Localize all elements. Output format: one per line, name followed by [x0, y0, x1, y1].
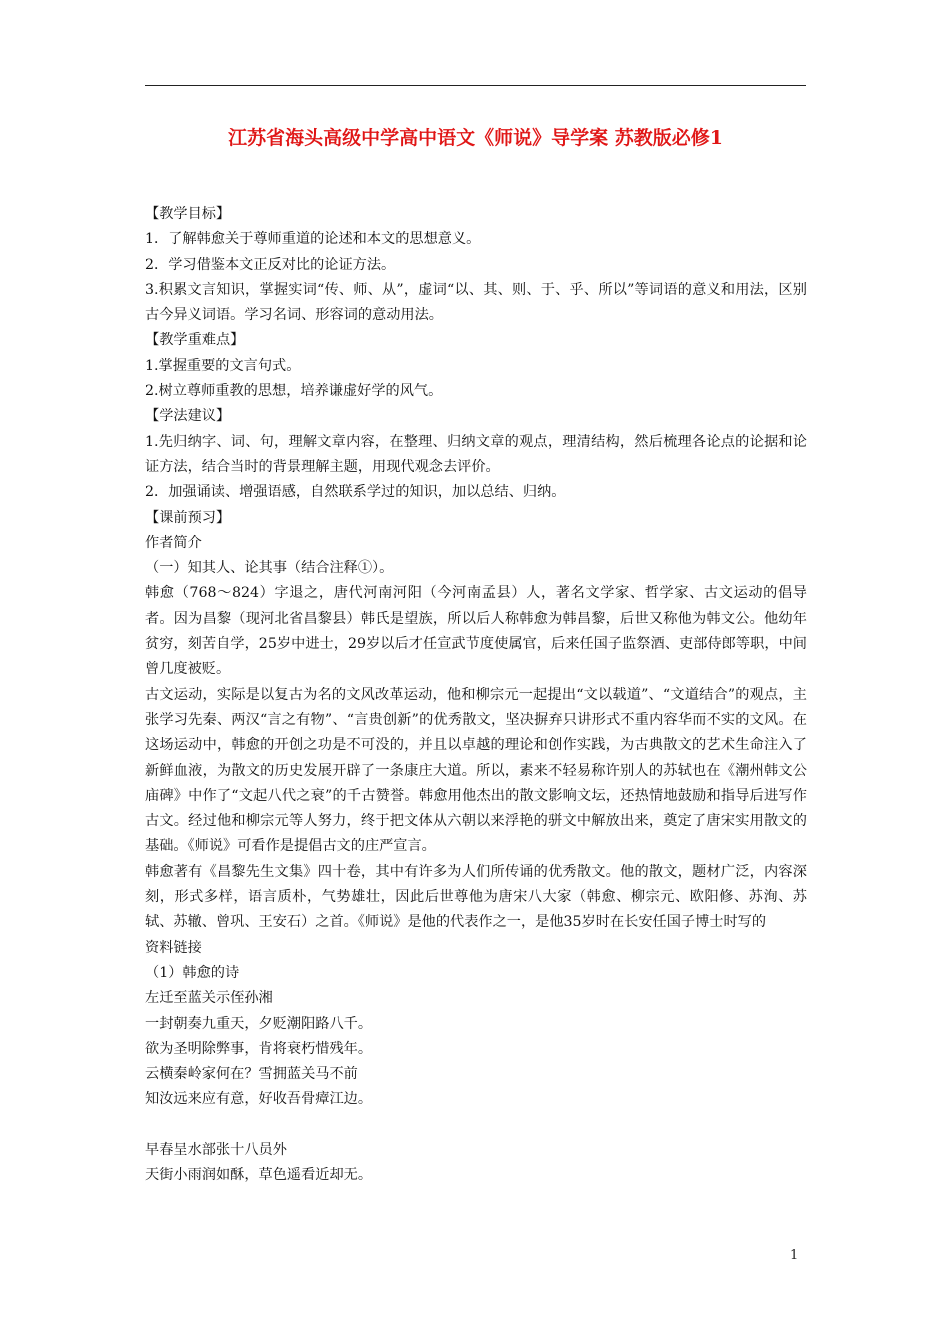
- body-line: 2.树立尊师重教的思想，培养谦虚好学的风气。: [145, 383, 443, 400]
- document-body: [145, 202, 807, 1189]
- section-heading: 【课前预习】: [145, 509, 231, 526]
- body-line: 1.先归纳字、词、句，理解文章内容，在整理、归纳文章的观点，理清结构，然后梳理各论点的论据和论证方法，结合当时的背景理解主题，用现代观念去评价。: [145, 433, 807, 475]
- document-title: 江苏省海头高级中学高中语文《师说》导学案 苏教版必修1: [228, 127, 723, 149]
- poem-line: 欲为圣明除弊事，肯将衰朽惜残年。: [145, 1040, 373, 1057]
- body-line: 1.掌握重要的文言句式。: [145, 357, 301, 374]
- subheading: 作者简介: [145, 534, 202, 551]
- paragraph: 韩愈著有《昌黎先生文集》四十卷，其中有许多为人们所传诵的优秀散文。他的散文，题材广泛，内容深刻，形式多样，语言质朴，气势雄壮，因此后世尊他为唐宋八大家（韩愈、柳宗元、欧阳修、苏洵、苏轼、苏辙、曾巩、王安石）之首。《师说》是他的代表作之一，是他35岁时在长安任国子博士时写的: [145, 863, 807, 931]
- paragraph: 韩愈（768～824）字退之，唐代河南河阳（今河南孟县）人，著名文学家、哲学家、古文运动的倡导者。因为昌黎（现河北省昌黎县）韩氏是望族，所以后人称韩愈为韩昌黎，后世又称他为韩文公。他幼年贫穷，刻苦自学，25岁中进士，29岁以后才任宣武节度使属官，后来任国子监祭酒、吏部侍郎等职，中间曾几度被贬。: [145, 585, 807, 678]
- poem-line: 知汝远来应有意，好收吾骨瘴江边。: [145, 1091, 373, 1108]
- section-heading: 【学法建议】: [145, 408, 231, 425]
- poem-title: 早春呈水部张十八员外: [145, 1141, 287, 1158]
- body-line: 3.积累文言知识，掌握实词“传、师、从”，虚词“以、其、则、于、乎、所以”等词语的意义和用法，区别古今异义词语。学习名词、形容词的意动用法。: [145, 281, 807, 324]
- header-rule: [145, 85, 806, 86]
- paragraph: 古文运动，实际是以复古为名的文风改革运动，他和柳宗元一起提出“文以载道”、“文道结合”的观点，主张学习先秦、两汉“言之有物”、“言贵创新”的优秀散文，坚决摒弃只讲形式不重内容华而不实的文风。在这场运动中，韩愈的开创之功是不可没的，并且以卓越的理论和创作实践，为古典散文的艺术生命注入了新鲜血液，为散文的历史发展开辟了一条康庄大道。所以，素来不轻易称许别人的苏轼也在《潮州韩文公庙碑》中作了“文起八代之衰”的千古赞誉。韩愈用他杰出的散文影响文坛，还热情地鼓励和指导后进写作古文。经过他和柳宗元等人努力，终于把文体从六朝以来浮艳的骈文中解放出来，奠定了唐宋实用散文的基础。《师说》可看作是提倡古文的庄严宣言。: [145, 686, 807, 855]
- page-number: 1: [790, 1248, 799, 1263]
- poem-line: 云横秦岭家何在？雪拥蓝关马不前: [145, 1066, 358, 1083]
- body-line: （1）韩愈的诗: [145, 964, 240, 981]
- body-line: （一）知其人、论其事（结合注释①）。: [145, 560, 394, 577]
- blank-line: [145, 1113, 807, 1138]
- body-line: 2．学习借鉴本文正反对比的论证方法。: [145, 256, 396, 273]
- poem-line: 一封朝奏九重天，夕贬潮阳路八千。: [145, 1015, 373, 1032]
- section-heading: 【教学目标】: [145, 206, 231, 222]
- poem-title: 左迁至蓝关示侄孙湘: [145, 990, 273, 1007]
- body-line: 2．加强诵读、增强语感，自然联系学过的知识，加以总结、归纳。: [145, 484, 566, 501]
- poem-line: 天街小雨润如酥，草色遥看近却无。: [145, 1167, 373, 1184]
- section-heading: 【教学重难点】: [145, 332, 245, 349]
- body-line: 1．了解韩愈关于尊师重道的论述和本文的思想意义。: [145, 231, 481, 248]
- subheading: 资料链接: [145, 939, 202, 956]
